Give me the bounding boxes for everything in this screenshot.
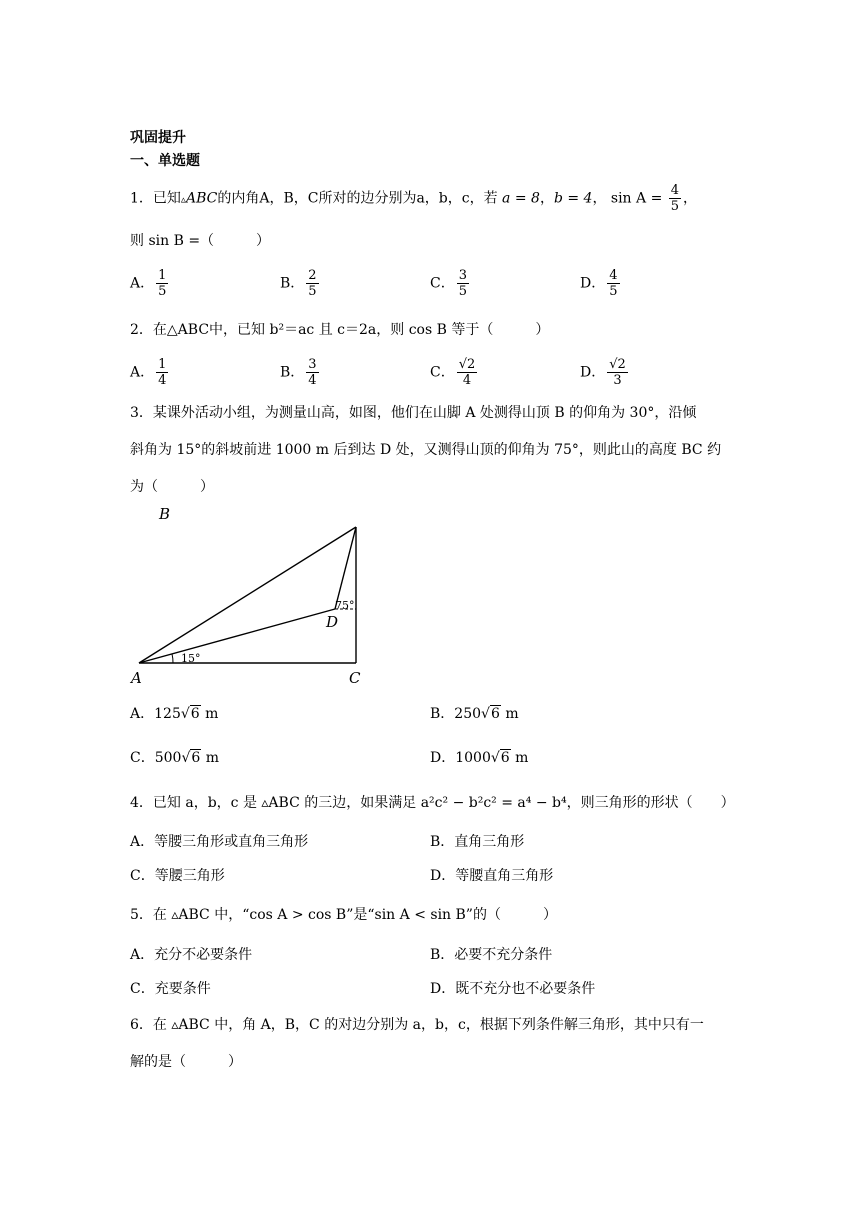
q2-option-b[interactable]: B． $\frac{3}{4}$ <box>280 357 317 388</box>
q1-cond-a: a = 8 <box>502 190 540 207</box>
section-title: 巩固提升 <box>130 130 186 146</box>
question-1-line-1: 1．已知▵ABC的内角A，B，C所对的边分别为a，b，c，若 a = 8，b = 4， sin A = $\frac{4}{5}$ ， <box>130 183 698 214</box>
q5-option-d[interactable]: D．既不充分也不必要条件 <box>430 981 596 997</box>
q3-option-b[interactable]: B．250√6 m <box>430 706 519 722</box>
q2-option-a[interactable]: A． $\frac{1}{4}$ <box>130 357 167 388</box>
q4-option-a[interactable]: A．等腰三角形或直角三角形 <box>130 834 309 850</box>
q1-option-c[interactable]: C． $\frac{3}{5}$ <box>430 268 467 299</box>
angle-75-label: 75° <box>335 599 355 612</box>
q2-option-c[interactable]: C． $\frac{√2}{4}$ <box>430 357 476 388</box>
question-3-line-1: 3．某课外活动小组，为测量山高，如图，他们在山脚 A 处测得山顶 B 的仰角为 30°，沿倾 <box>130 405 697 421</box>
q1-triangle: ABC <box>185 190 218 207</box>
q1-cond-b: b = 4 <box>553 190 593 207</box>
q1-prefix: 1．已知 <box>130 190 181 207</box>
q4-option-b[interactable]: B．直角三角形 <box>430 834 525 850</box>
q1-option-d[interactable]: D． $\frac{4}{5}$ <box>580 268 618 299</box>
question-6-line-1: 6．在 ▵ABC 中，角 A，B，C 的对边分别为 a，b，c，根据下列条件解三角形，其中只有一 <box>130 1017 704 1033</box>
q5-option-a[interactable]: A．充分不必要条件 <box>130 947 253 963</box>
label-d: D <box>326 613 339 631</box>
label-a: A <box>131 669 142 687</box>
q1-mid-text: 的内角A，B，C所对的边分别为a，b，c，若 <box>217 190 498 207</box>
mountain-figure <box>125 505 375 690</box>
angle-15-label: 15° <box>181 652 201 665</box>
q2-option-d[interactable]: D． $\frac{√2}{3}$ <box>580 357 626 388</box>
question-1-line-2: 则 sin B =（ ） <box>130 233 271 249</box>
q1-option-b[interactable]: B． $\frac{2}{5}$ <box>280 268 317 299</box>
line-ab <box>139 527 356 663</box>
line-ad <box>139 609 335 663</box>
question-5-text: 5．在 ▵ABC 中，“cos A > cos B”是“sin A < sin B”的（ ） <box>130 907 557 923</box>
q5-option-b[interactable]: B．必要不充分条件 <box>430 947 553 963</box>
question-3-line-3: 为（ ） <box>130 479 214 495</box>
q5-option-c[interactable]: C．充要条件 <box>130 981 211 997</box>
question-6-line-2: 解的是（ ） <box>130 1054 242 1070</box>
q1-sin-expr: sin A = <box>610 190 663 207</box>
q3-option-d[interactable]: D．1000√6 m <box>430 750 529 766</box>
question-4-text: 4．已知 a，b，c 是 ▵ABC 的三边，如果满足 a²c² − b²c² = a⁴ − b⁴，则三角形的形状（ ） <box>130 795 735 811</box>
q3-option-a[interactable]: A．125√6 m <box>130 706 219 722</box>
q1-option-a[interactable]: A． $\frac{1}{5}$ <box>130 268 167 299</box>
q3-option-c[interactable]: C．500√6 m <box>130 750 220 766</box>
label-c: C <box>349 669 361 687</box>
label-b: B <box>159 505 171 523</box>
question-3-line-2: 斜角为 15°的斜坡前进 1000 m 后到达 D 处，又测得山顶的仰角为 75°，则此山的高度 BC 约 <box>130 442 722 458</box>
q1-fraction: $\frac{4}{5}$ <box>670 183 680 214</box>
section-subtitle: 一、单选题 <box>130 153 200 169</box>
question-2-text: 2．在△ABC中，已知 b²＝ac 且 c＝2a，则 cos B 等于（ ） <box>130 322 550 338</box>
q4-option-c[interactable]: C．等腰三角形 <box>130 868 225 884</box>
arc-15 <box>172 654 173 663</box>
line-db <box>335 527 356 609</box>
q4-option-d[interactable]: D．等腰直角三角形 <box>430 868 554 884</box>
